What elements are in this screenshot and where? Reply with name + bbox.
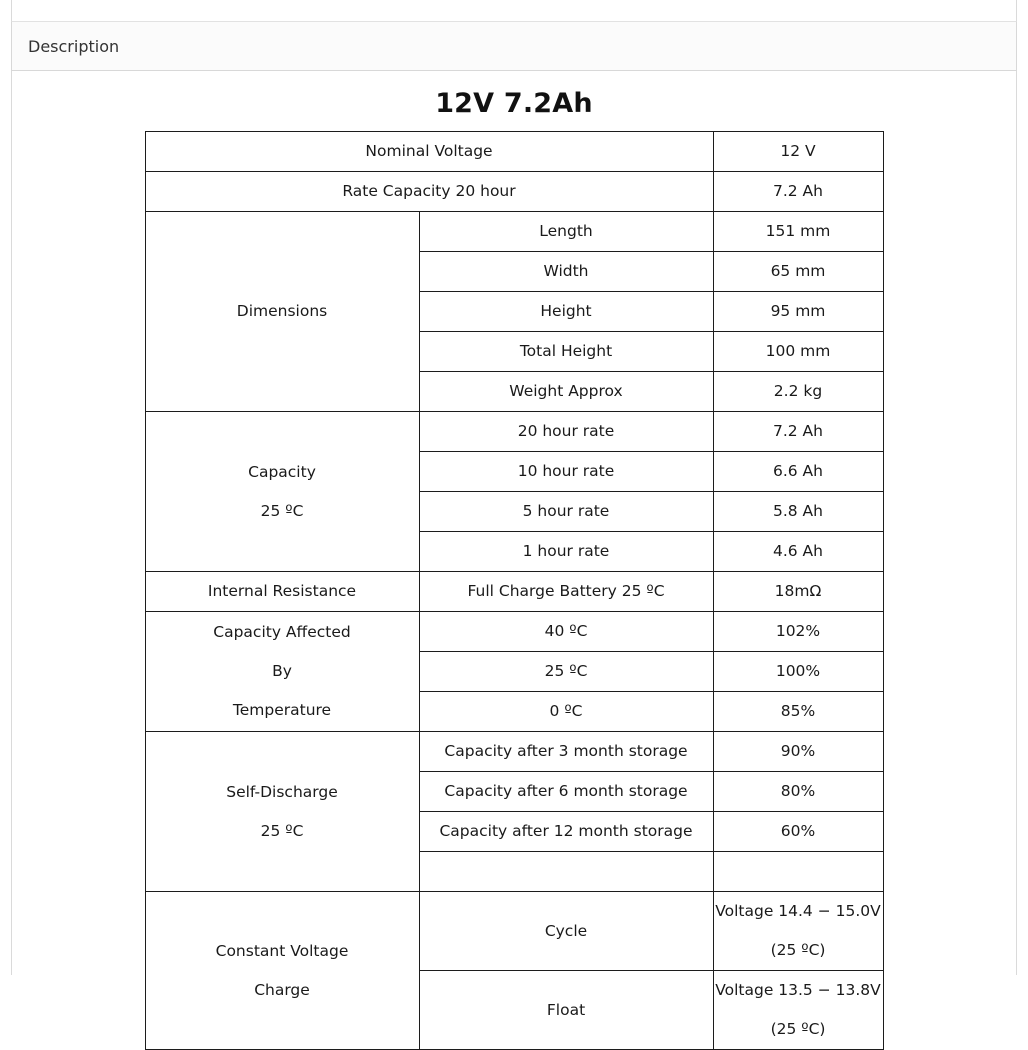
description-tab-label: Description xyxy=(28,36,120,56)
capacity-name: 5 hour rate xyxy=(419,492,713,532)
table-row xyxy=(145,572,883,612)
temperature-name: 40 ºC xyxy=(419,612,713,652)
rate-capacity-value: 7.2 Ah xyxy=(713,172,883,212)
capacity-label xyxy=(145,412,419,572)
temperature-value: 102% xyxy=(713,612,883,652)
table-row xyxy=(145,172,883,212)
self-discharge-line2: 25 ºC xyxy=(260,821,304,840)
page-top-strip xyxy=(11,0,1017,21)
dimension-value: 100 mm xyxy=(713,332,883,372)
capacity-affected-line2: By xyxy=(272,662,292,680)
table-row xyxy=(145,412,883,452)
page-title: 12V 7.2Ah xyxy=(435,88,593,119)
table-row xyxy=(145,132,883,172)
capacity-label-line2: 25 ºC xyxy=(260,501,304,520)
self-discharge-value: 80% xyxy=(713,772,883,812)
capacity-name: 20 hour rate xyxy=(419,412,713,452)
capacity-affected-line1: Capacity Affected xyxy=(213,623,351,641)
internal-resistance-label: Internal Resistance xyxy=(145,572,419,612)
spacer-cell-right xyxy=(713,852,883,892)
table-row xyxy=(145,212,883,252)
self-discharge-value: 60% xyxy=(713,812,883,852)
temperature-value: 100% xyxy=(713,652,883,692)
self-discharge-value: 90% xyxy=(713,732,883,772)
self-discharge-line1: Self-Discharge xyxy=(226,782,338,801)
internal-resistance-value: 18mΩ xyxy=(713,572,883,612)
rate-capacity-label: Rate Capacity 20 hour xyxy=(145,172,713,212)
document-content xyxy=(11,71,1017,1038)
dimension-value: 65 mm xyxy=(713,252,883,292)
dimension-name: Width xyxy=(419,252,713,292)
dimension-name: Weight Approx xyxy=(419,372,713,412)
constant-voltage-line2: Charge xyxy=(254,980,310,999)
capacity-label-line1: Capacity xyxy=(248,462,316,481)
dimension-value: 151 mm xyxy=(713,212,883,252)
dimension-value: 2.2 kg xyxy=(713,372,883,412)
internal-resistance-condition: Full Charge Battery 25 ºC xyxy=(419,572,713,612)
charge-mode: Float xyxy=(419,971,713,1050)
table-row xyxy=(145,892,883,971)
charge-value: Voltage 14.4 − 15.0V (25 ºC) xyxy=(713,892,883,971)
spacer-cell-middle xyxy=(419,852,713,892)
capacity-name: 10 hour rate xyxy=(419,452,713,492)
temperature-name: 0 ºC xyxy=(419,692,713,732)
dimensions-label: Dimensions xyxy=(145,212,419,412)
dimension-name: Total Height xyxy=(419,332,713,372)
self-discharge-label xyxy=(145,732,419,892)
specification-table xyxy=(145,131,884,1050)
self-discharge-name: Capacity after 3 month storage xyxy=(419,732,713,772)
dimension-name: Length xyxy=(419,212,713,252)
nominal-voltage-value: 12 V xyxy=(713,132,883,172)
charge-mode: Cycle xyxy=(419,892,713,971)
table-row xyxy=(145,732,883,772)
temperature-name: 25 ºC xyxy=(419,652,713,692)
capacity-value: 7.2 Ah xyxy=(713,412,883,452)
dimension-value: 95 mm xyxy=(713,292,883,332)
self-discharge-name: Capacity after 6 month storage xyxy=(419,772,713,812)
description-tab[interactable] xyxy=(11,21,1017,71)
capacity-value: 6.6 Ah xyxy=(713,452,883,492)
table-row xyxy=(145,612,883,652)
temperature-value: 85% xyxy=(713,692,883,732)
dimension-name: Height xyxy=(419,292,713,332)
capacity-affected-label xyxy=(145,612,419,732)
self-discharge-name: Capacity after 12 month storage xyxy=(419,812,713,852)
capacity-value: 4.6 Ah xyxy=(713,532,883,572)
capacity-value: 5.8 Ah xyxy=(713,492,883,532)
constant-voltage-label xyxy=(145,892,419,1050)
nominal-voltage-label: Nominal Voltage xyxy=(145,132,713,172)
charge-value: Voltage 13.5 − 13.8V (25 ºC) xyxy=(713,971,883,1050)
constant-voltage-line1: Constant Voltage xyxy=(215,941,349,960)
capacity-name: 1 hour rate xyxy=(419,532,713,572)
capacity-affected-line3: Temperature xyxy=(232,701,332,719)
